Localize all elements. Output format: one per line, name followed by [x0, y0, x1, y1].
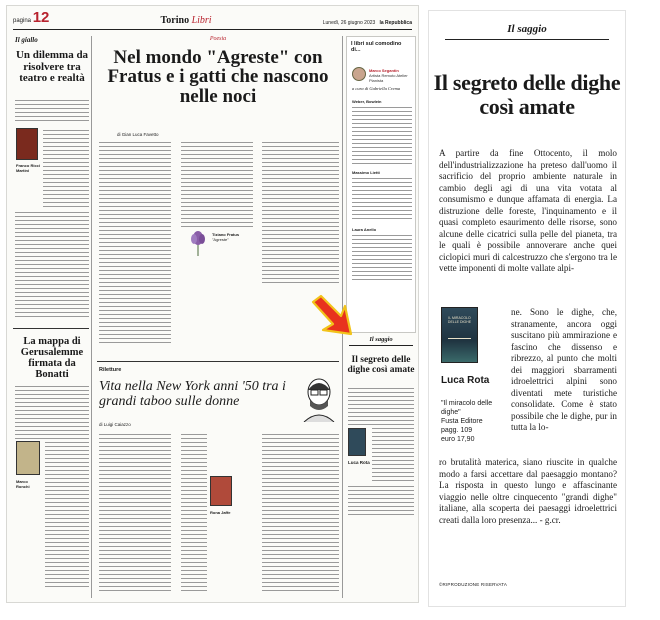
newspaper-page	[6, 5, 419, 603]
giallo-book-cover	[16, 128, 38, 160]
feature-text-col1	[99, 142, 171, 346]
book-info	[441, 399, 501, 444]
rilettura-text-col1	[99, 434, 171, 594]
book-pages: pagg. 109	[441, 427, 473, 434]
sidebox-entry-text	[352, 235, 412, 283]
giallo-text-bottom	[15, 212, 89, 320]
clipping-body-bottom: ro brutalità materica, siano riuscite in qualche modo a farsi accettare dal paesaggio montano? La risposta in questo lungo e affascinante viaggio nelle oltre cinquecento "grandi dighe" italiane, alla scoperta dei paesaggi idroelettrici creati dalla loro presenza... - g.cr.	[439, 457, 617, 525]
saggio-tag-small: Il saggio	[369, 336, 393, 343]
page-number: pagina 12	[13, 9, 50, 26]
section-title: Torino Libri	[160, 15, 212, 26]
book-price: euro 17,90	[441, 436, 475, 443]
sidebox-entry: Laura Anello	[352, 227, 377, 232]
author-portrait-illustration	[300, 376, 338, 422]
comodino-sidebox	[346, 36, 416, 333]
rilettura-text-col3	[262, 434, 339, 594]
rilettura-kicker: Riletture	[99, 367, 122, 373]
rilettura-text-col2a	[181, 434, 207, 594]
flower-illustration	[187, 230, 209, 256]
book-publisher: Fusta Editore	[441, 418, 483, 425]
saggio-author-small: Luca Rota	[348, 460, 370, 465]
mappa-text	[15, 386, 89, 442]
clipping-tag: Il saggio	[507, 23, 547, 35]
sidebox-entry: Weber, Bowlein	[352, 99, 382, 104]
saggio-text-small-bottom	[348, 486, 414, 518]
mappa-book-cover	[16, 441, 40, 475]
cover-title: IL MIRACOLO DELLE DIGHE	[447, 316, 472, 325]
page-date: Lunedì, 26 giugno 2023 la Repubblica	[322, 20, 412, 26]
feature-kicker: Poesia	[209, 36, 227, 42]
saggio-headline-small: Il segreto delle dighe così amate	[347, 355, 415, 375]
rilettura-book-cover	[210, 476, 232, 506]
article-clipping	[428, 10, 626, 607]
feature-text-col3	[262, 142, 339, 286]
highlight-arrow-icon	[311, 294, 353, 338]
rilettura-byline: di Luigi Caiazzo	[99, 422, 131, 427]
feature-byline: di Gian Luca Favetto	[117, 132, 159, 137]
sidebox-entry: Massimo Lietti	[352, 170, 380, 175]
sidebox-entry-text	[352, 178, 412, 222]
column-rule	[91, 36, 92, 598]
mappa-book-author: Marco Ronchi	[16, 479, 30, 489]
rilettura-book-author: Rona Jaffe	[210, 510, 231, 515]
mappa-text-wrap	[45, 442, 89, 590]
mappa-headline: La mappa di Gerusalemme firmata da Bonatti	[20, 336, 84, 381]
feature-book-info: Tiziano Fratus "Agreste"	[212, 232, 240, 242]
clipping-body-intro: A partire da fine Ottocento, il molo dell'industrializzazione ha preteso dall'uomo il sacrificio del proprio ambiente naturale in cambio degli agi di una vita votata al consumismo e dunque affamata di energia. La distruzione delle foreste, l'inquinamento e il quasi completo esaurimento delle risorse, sono alcune delle cicatrici sulla pelle del pianeta, tra le quali è possibile annoverare anche quei ciclopici muri di calcestruzzo che s'ergono tra le vette imponenti di molte vallate alpi-	[439, 148, 617, 273]
giallo-text-wrap	[43, 130, 89, 210]
giallo-book-author: Franco Ricci Martini	[16, 163, 41, 173]
cover-line	[448, 338, 471, 339]
section-divider	[13, 328, 89, 329]
clipping-body-wrap: ne. Sono le dighe, che, stranamente, ancora oggi suscitano più ammirazione e fascino che dissenso e ribrezzo, al punto che molti dei maggiori sbarramenti idroelettrici alpini sono diventati mete turistiche consolidate. Come è stato possibile che le dighe, pur in tutta la lo-	[511, 307, 617, 432]
sidebox-person: Marco Segantin Artista Remoto Atelier Pianista	[369, 68, 408, 84]
book-cover	[441, 307, 478, 363]
sidebox-title: I libri sul comodino di...	[351, 41, 402, 54]
giallo-headline: Un dilemma da risolvere tra teatro e realtà	[15, 49, 89, 85]
clipping-title: Il segreto delle dighe così amate	[433, 70, 621, 119]
feature-text-col2	[181, 142, 253, 230]
divider	[349, 345, 413, 346]
avatar	[352, 67, 366, 81]
book-author: Luca Rota	[441, 375, 490, 386]
giallo-tag: Il giallo	[15, 36, 38, 44]
sidebox-curator: a cura di Gabriella Crema	[352, 86, 401, 91]
sidebox-entry-text	[352, 107, 412, 167]
feature-headline: Nel mondo "Agreste" con Fratus e i gatti che nascono nelle noci	[107, 47, 329, 107]
book-title: "Il miracolo delle dighe"	[441, 400, 493, 416]
saggio-text-small	[348, 388, 414, 428]
giallo-text	[15, 100, 89, 124]
saggio-book-cover-small	[348, 428, 366, 456]
section-divider	[97, 361, 339, 362]
rilettura-headline: Vita nella New York anni '50 tra i grandi taboo sulle donne	[99, 379, 286, 409]
saggio-text-small-wrap	[372, 428, 414, 484]
rights-notice: ©RIPRODUZIONE RISERVATA	[439, 582, 508, 587]
clipping-rule	[445, 39, 609, 40]
masthead	[13, 10, 412, 30]
saggio-box-on-page	[346, 336, 416, 598]
